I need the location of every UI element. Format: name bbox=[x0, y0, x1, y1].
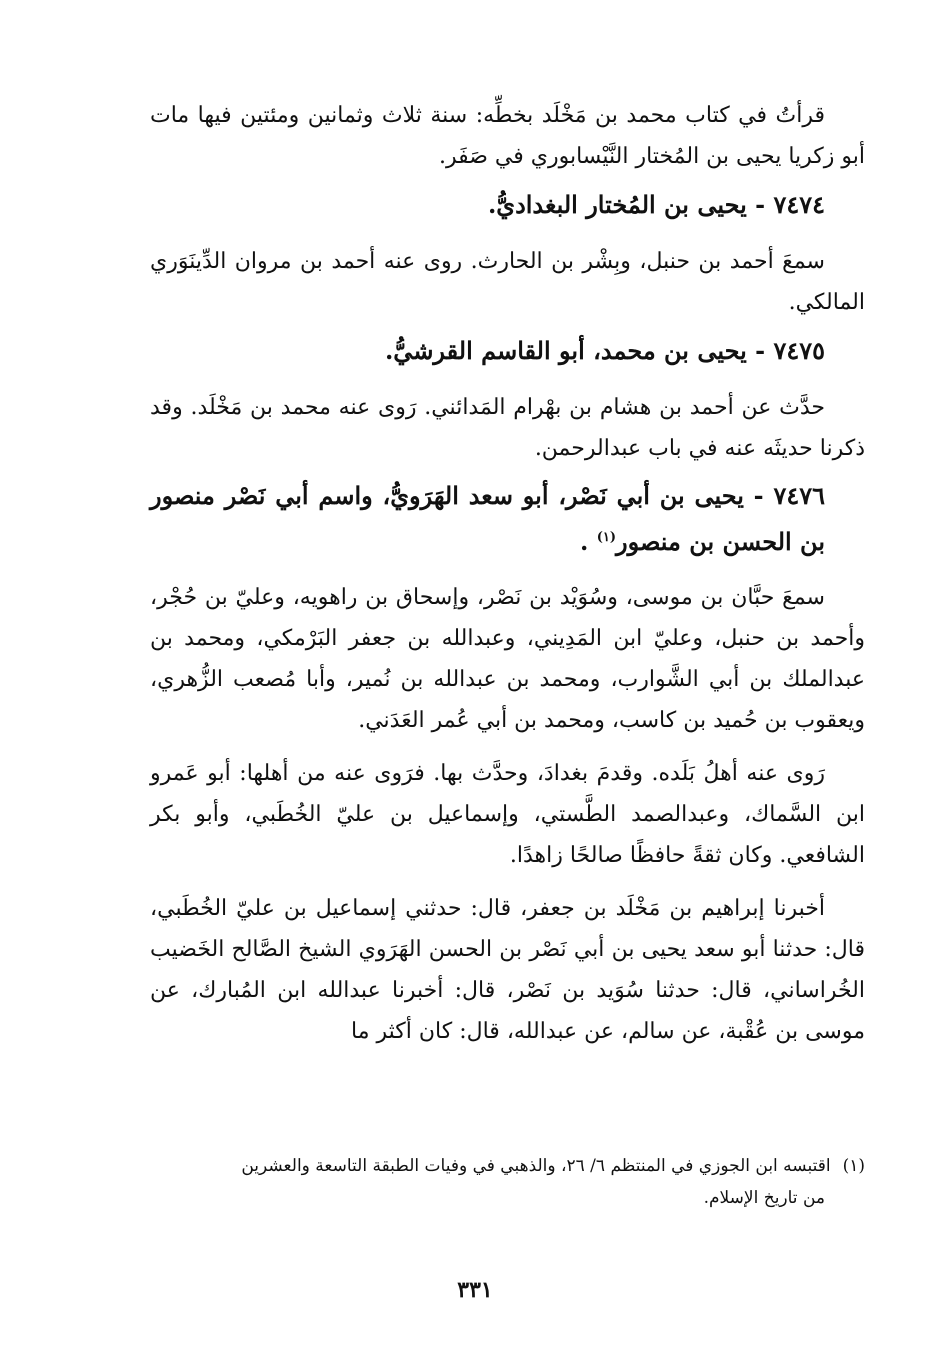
footnote bbox=[150, 1150, 865, 1214]
entry-heading-7476 bbox=[150, 473, 865, 565]
paragraph-entry-7476-teachers: سمعَ حبَّان بن موسى، وسُوَيْد بن نَصْر، وإسحاق بن راهويه، وعليّ بن حُجْر، وأحمد بن حنبل، وعليّ ابن المَدِيني، وعبدالله بن جعفر البَرْمكي، ومحمد بن عبدالملك بن أبي الشَّوارب، ومحمد بن عبدالله بن نُمير، وأبا مُصعب الزُّهري، ويعقوب بن حُميد بن كاسب، ومحمد بن أبي عُمر العَدَني. bbox=[150, 585, 865, 733]
entry-heading-7476-end: . bbox=[579, 527, 589, 556]
footnote-text-1: اقتبسه ابن الجوزي في المنتظم ٦/ ٢٦، والذهبي في وفيات الطبقة التاسعة والعشرين bbox=[241, 1156, 831, 1176]
paragraph-entry-7474: سمعَ أحمد بن حنبل، وبِشْر بن الحارث. روى عنه أحمد بن مروان الدِّينَوَري المالكي. bbox=[150, 249, 865, 315]
footnote-line-2: من تاريخ الإسلام. bbox=[703, 1188, 825, 1208]
paragraph-entry-7476-students: رَوى عنه أهلُ بَلَده. وقدمَ بغدادَ، وحدَّث بها. فرَوى عنه من أهلها: أبو عَمرو ابن السَّماك، وعبدالصمد الطَّستي، وإسماعيل بن عليّ الخُطَبي، وأبو بكر الشافعي. وكان ثقةً حافظًا صالحًا زاهدًا. bbox=[150, 761, 865, 868]
footnote-reference: (١) bbox=[596, 530, 616, 545]
spacer bbox=[150, 876, 865, 888]
entry-heading-7474: ٧٤٧٤ - يحيى بن المُختار البغداديُّ. bbox=[487, 190, 825, 219]
page-body bbox=[150, 95, 865, 1052]
paragraph-entry-7475: حدَّث عن أحمد بن هشام بن بهْرام المَدائني. رَوى عنه محمد بن مَخْلَد. وقد ذكرنا حديثَه عنه في باب عبدالرحمن. bbox=[150, 395, 865, 461]
paragraph-entry-7476-isnad: أخبرنا إبراهيم بن مَخْلَد بن جعفر، قال: حدثني إسماعيل بن عليّ الخُطَبي، قال: حدثنا أبو سعد يحيى بن أبي نَصْر بن الحسن الهَرَوي الشيخ الصَّالح الخَضيب الخُراساني، قال: حدثنا سُوَيد بن نَصْر، قال: أخبرنا عبدالله ابن المُبارك، عن موسى بن عُقْبة، عن سالم، عن عبدالله، قال: كان أكثر ما bbox=[150, 896, 865, 1044]
footnote-marker: (١) bbox=[842, 1156, 865, 1176]
entry-heading-7476-text: ٧٤٧٦ - يحيى بن أبي نَصْر، أبو سعد الهَرَويُّ، واسم أبي نَصْر منصور بن الحسن بن منصور bbox=[150, 481, 825, 556]
spacer bbox=[150, 741, 865, 753]
page-number: ٣٣١ bbox=[457, 1277, 493, 1303]
entry-heading-7475: ٧٤٧٥ - يحيى بن محمد، أبو القاسم القرشيُّ. bbox=[384, 336, 825, 365]
paragraph-opening: قرأتُ في كتاب محمد بن مَخْلَد بخطِّه: سنة ثلاث وثمانين ومئتين فيها مات أبو زكريا يحيى بن المُختار النَّيْسابوري في صَفَر. bbox=[150, 103, 865, 169]
footnote-line-1 bbox=[150, 1150, 865, 1182]
